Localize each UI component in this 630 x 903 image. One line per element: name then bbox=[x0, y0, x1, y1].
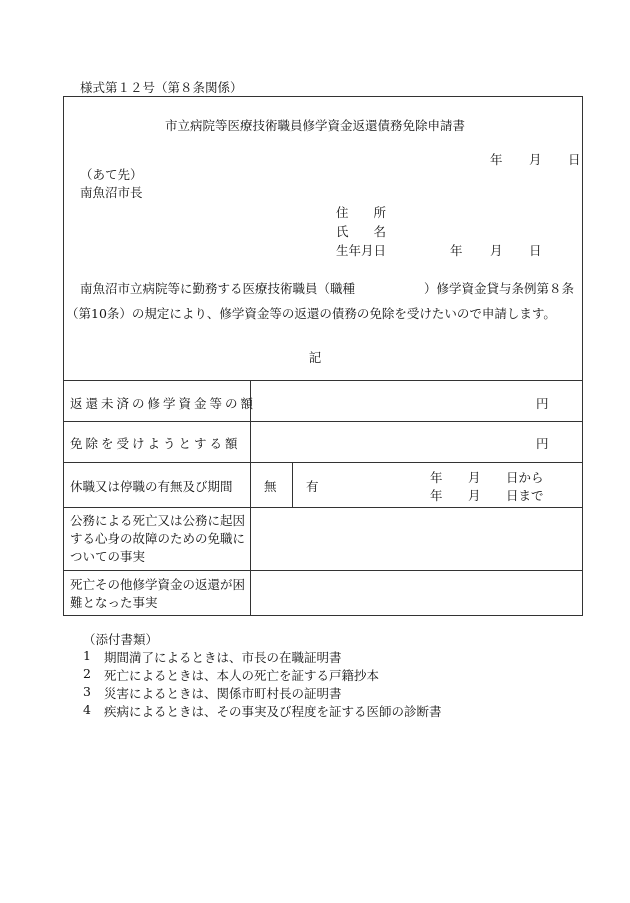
row1-unit: 円 bbox=[536, 396, 549, 411]
from-month[interactable]: 月 bbox=[468, 470, 481, 485]
attachment-text: 疾病によるときは、その事実及び程度を証する医師の診断書 bbox=[104, 704, 442, 719]
name-label: 氏 名 bbox=[336, 224, 387, 239]
address-label: 住 所 bbox=[336, 205, 387, 220]
attachment-number: 1 bbox=[83, 648, 91, 663]
birthdate-label: 生年月日 bbox=[336, 243, 387, 258]
to-day[interactable]: 日まで bbox=[506, 488, 544, 503]
row-divider bbox=[63, 507, 583, 508]
ki-mark: 記 bbox=[308, 350, 322, 365]
attachments-heading: （添付書類） bbox=[83, 632, 159, 647]
from-year[interactable]: 年 bbox=[430, 470, 443, 485]
attachment-number: 3 bbox=[83, 684, 91, 699]
option-yes[interactable]: 有 bbox=[306, 479, 319, 494]
row-divider bbox=[63, 570, 583, 571]
attachment-text: 死亡によるときは、本人の死亡を証する戸籍抄本 bbox=[104, 668, 380, 683]
date-month[interactable]: 月 bbox=[529, 152, 542, 167]
row2-label: 免除を受けようとする額 bbox=[70, 436, 241, 451]
label-column-divider bbox=[250, 380, 251, 616]
body-line-2: （第10条）の規定により、修学資金等の返還の債務の免除を受けたいので申請します。 bbox=[66, 306, 556, 321]
row-divider bbox=[63, 462, 583, 463]
from-day[interactable]: 日から bbox=[506, 470, 544, 485]
row5-label: 死亡その他修学資金の返還が困難となった事実 bbox=[70, 577, 246, 610]
document-title: 市立病院等医療技術職員修学資金返還債務免除申請書 bbox=[164, 118, 465, 133]
addressee-name: 南魚沼市長 bbox=[80, 185, 143, 200]
birth-year[interactable]: 年 bbox=[450, 243, 463, 258]
body-line-1a: 南魚沼市立病院等に勤務する医療技術職員（職種 bbox=[80, 281, 356, 296]
body-line-1b: ）修学資金貸与条例第８条 bbox=[424, 281, 575, 296]
attachment-number: 4 bbox=[83, 702, 91, 717]
to-month[interactable]: 月 bbox=[468, 488, 481, 503]
birth-day[interactable]: 日 bbox=[529, 243, 542, 258]
date-day[interactable]: 日 bbox=[568, 152, 581, 167]
table-top-line bbox=[63, 380, 583, 381]
row-divider bbox=[63, 421, 583, 422]
row1-label: 返還未済の修学資金等の額 bbox=[70, 396, 257, 411]
attachment-text: 期間満了によるときは、市長の在職証明書 bbox=[104, 650, 342, 665]
option-column-divider bbox=[292, 462, 293, 507]
addressee-heading: （あて先） bbox=[80, 167, 143, 182]
attachment-text: 災害によるときは、関係市町村長の証明書 bbox=[104, 686, 342, 701]
row4-label: 公務による死亡又は公務に起因する心身の故障のための免職についての事実 bbox=[70, 513, 246, 564]
attachment-number: 2 bbox=[83, 666, 91, 681]
option-none[interactable]: 無 bbox=[264, 479, 277, 494]
birth-month[interactable]: 月 bbox=[490, 243, 503, 258]
row3-label: 休職又は停職の有無及び期間 bbox=[70, 479, 233, 494]
date-year[interactable]: 年 bbox=[490, 152, 503, 167]
row2-unit: 円 bbox=[536, 436, 549, 451]
to-year[interactable]: 年 bbox=[430, 488, 443, 503]
form-number: 様式第１２号（第８条関係） bbox=[80, 80, 243, 95]
